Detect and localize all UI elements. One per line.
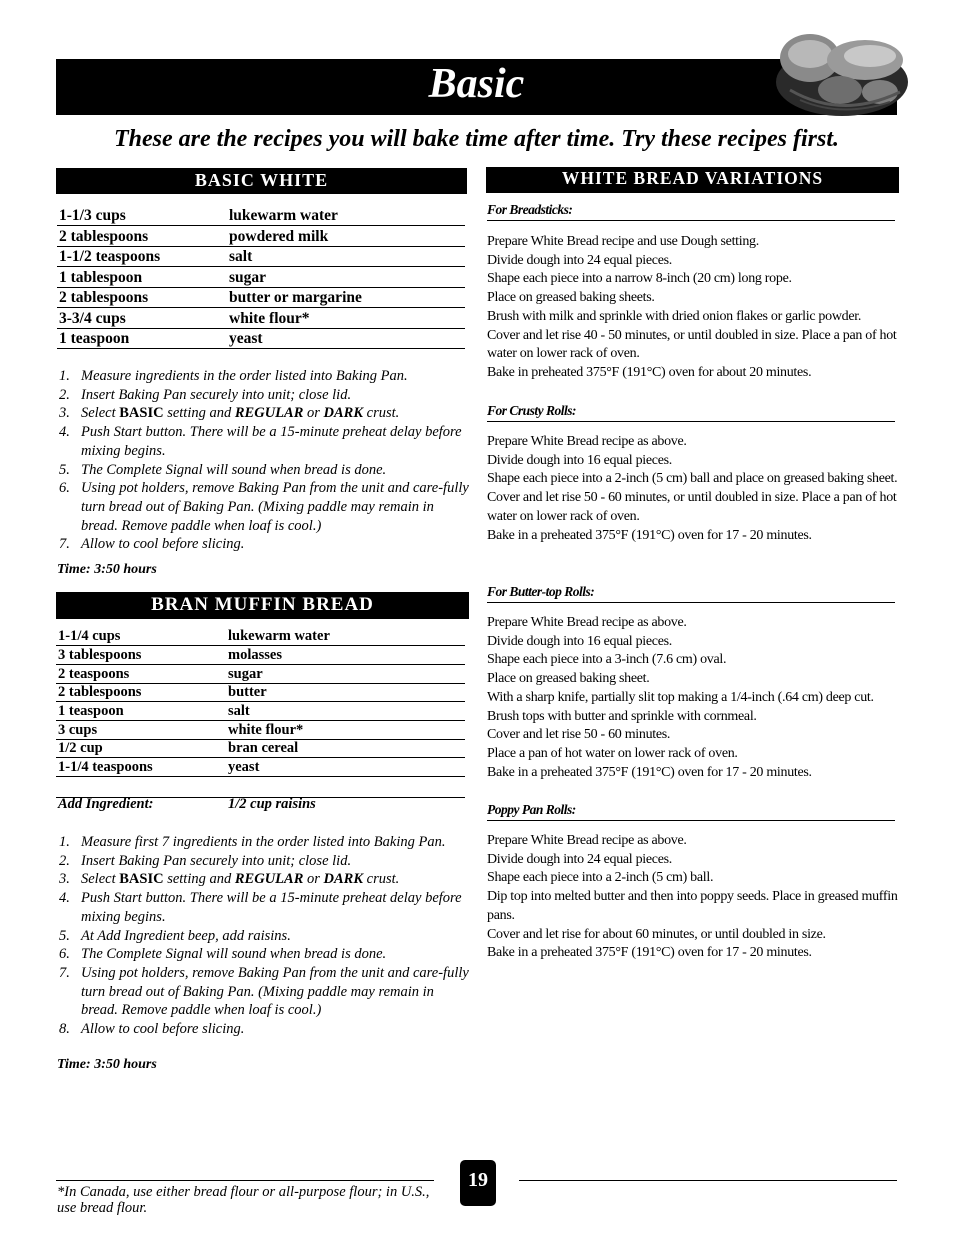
butter-top-title: For Butter-top Rolls: xyxy=(487,584,895,603)
instruction-line: Brush with milk and sprinkle with dried onion flakes or garlic powder. xyxy=(487,308,862,324)
ingredient-amount: 1 teaspoon xyxy=(56,702,226,721)
step-item xyxy=(57,833,469,852)
step-number: 3. xyxy=(59,871,70,888)
step-number: 1. xyxy=(59,834,70,850)
step-number: 6. xyxy=(59,480,70,497)
ingredient-row xyxy=(56,664,465,683)
step-text: Insert Baking Pan securely into unit; close lid. xyxy=(81,386,352,403)
instruction-line: Shape each piece into a 2-inch (5 cm) ball and place on greased baking sheet. xyxy=(487,471,898,487)
step-item xyxy=(57,852,469,871)
instruction-line: Place a pan of hot water on lower rack of oven. xyxy=(487,745,738,761)
instruction-line: Bake in a preheated 375°F (191°C) oven for 17 - 20 minutes. xyxy=(487,945,812,961)
step-item xyxy=(57,404,469,423)
ingredient-amount: 1-1/4 teaspoons xyxy=(56,758,226,777)
step-text: At Add Ingredient beep, add raisins. xyxy=(81,927,291,944)
step-text: The Complete Signal will sound when bread is done. xyxy=(81,461,387,478)
instruction-line: Prepare White Bread recipe and use Dough setting. xyxy=(487,234,759,249)
ingredient-name: salt xyxy=(227,246,465,267)
page-number: 19 xyxy=(460,1160,496,1206)
basic-white-heading: BASIC WHITE xyxy=(56,168,467,194)
ingredient-amount: 2 teaspoons xyxy=(56,664,226,683)
step-text: Allow to cool before slicing. xyxy=(81,536,245,553)
ingredient-row xyxy=(57,308,465,329)
ingredient-row xyxy=(56,720,465,739)
instruction-line: Divide dough into 16 equal pieces. xyxy=(487,633,672,649)
ingredient-name: white flour* xyxy=(226,720,465,739)
ingredient-row xyxy=(57,267,465,288)
step-text: or xyxy=(303,871,324,888)
page-title: Basic xyxy=(428,61,525,107)
bran-muffin-steps xyxy=(57,833,469,1039)
step-number: 2. xyxy=(59,386,70,403)
step-item xyxy=(57,927,469,946)
setting-basic: BASIC xyxy=(119,405,164,422)
ingredient-name: butter or margarine xyxy=(227,287,465,308)
step-text: Using pot holders, remove Baking Pan from the unit and care-fully turn bread out of Baking Pan. (Mixing paddle may remain in bread. Remove paddle when loaf is cool.) xyxy=(81,480,469,534)
instruction-line: Shape each piece into a 3-inch (7.6 cm) oval. xyxy=(487,652,727,668)
step-item xyxy=(57,367,469,386)
step-text: Using pot holders, remove Baking Pan from the unit and care-fully turn bread out of Baking Pan. (Mixing paddle may remain in bread. Remove paddle when loaf is cool.) xyxy=(81,964,469,1019)
step-number: 7. xyxy=(59,536,70,553)
ingredient-row xyxy=(57,226,465,247)
bread-basket-image xyxy=(770,20,915,120)
footer-rule-left xyxy=(56,1180,434,1181)
ingredient-name: salt xyxy=(226,702,465,721)
ingredient-amount: 2 tablespoons xyxy=(56,683,226,702)
instruction-line: Prepare White Bread recipe as above. xyxy=(487,615,687,630)
crust-dark: DARK xyxy=(323,405,364,422)
ingredient-name: yeast xyxy=(226,758,465,777)
ingredient-row xyxy=(56,758,465,777)
instruction-line: Cover and let rise 50 - 60 minutes. xyxy=(487,727,671,743)
step-item xyxy=(57,870,469,889)
add-ingredient-label: Add Ingredient: xyxy=(58,796,154,812)
ingredient-row xyxy=(56,627,465,646)
ingredient-amount: 1-1/2 teaspoons xyxy=(57,246,227,267)
instruction-line: Divide dough into 24 equal pieces. xyxy=(487,851,672,867)
ingredient-name: molasses xyxy=(226,646,465,665)
step-text: Measure first 7 ingredients in the order listed into Baking Pan. xyxy=(81,834,446,850)
step-text: Select xyxy=(81,405,120,422)
step-number: 6. xyxy=(59,946,70,963)
instruction-line: Place on greased baking sheets. xyxy=(487,290,655,306)
ingredient-amount: 1-1/3 cups xyxy=(57,205,227,226)
step-text: Select xyxy=(81,871,120,888)
step-text: or xyxy=(303,405,324,422)
step-text: Measure ingredients in the order listed into Baking Pan. xyxy=(81,368,408,384)
step-item xyxy=(57,945,469,964)
footnote: *In Canada, use either bread flour or all-purpose flour; in U.S., use bread flour. xyxy=(57,1184,430,1216)
add-ingredient-row xyxy=(56,778,465,798)
step-item xyxy=(57,461,469,480)
basic-white-steps xyxy=(57,367,469,554)
ingredient-amount: 1-1/4 cups xyxy=(56,627,226,646)
step-item xyxy=(57,386,469,405)
step-number: 5. xyxy=(59,461,70,478)
instruction-line: Cover and let rise 40 - 50 minutes, or until doubled in size. Place a pan of hot water on lower rack of oven. xyxy=(487,327,897,362)
instruction-line: Place on greased baking sheet. xyxy=(487,671,650,687)
ingredient-row xyxy=(56,739,465,758)
ingredient-name: lukewarm water xyxy=(226,627,465,646)
ingredient-name: lukewarm water xyxy=(227,205,465,226)
ingredient-name: white flour* xyxy=(227,308,465,329)
step-text: setting and xyxy=(163,405,235,422)
instruction-line: Divide dough into 16 equal pieces. xyxy=(487,452,672,468)
ingredient-amount: 2 tablespoons xyxy=(57,287,227,308)
ingredient-row xyxy=(57,205,465,226)
ingredient-amount: 2 tablespoons xyxy=(57,226,227,247)
bran-muffin-heading: BRAN MUFFIN BREAD xyxy=(56,592,469,619)
bran-muffin-ingredients xyxy=(56,627,465,777)
basic-white-time: Time: 3:50 hours xyxy=(57,562,157,577)
step-item xyxy=(57,964,469,1020)
instruction-line: Cover and let rise 50 - 60 minutes, or until doubled in size. Place a pan of hot water on lower rack of oven. xyxy=(487,490,897,524)
step-text: crust. xyxy=(363,405,400,422)
step-text: Insert Baking Pan securely into unit; close lid. xyxy=(81,852,352,869)
crusty-rolls-body xyxy=(487,433,899,545)
instruction-line: Cover and let rise for about 60 minutes, or until doubled in size. xyxy=(487,926,826,942)
step-number: 2. xyxy=(59,852,70,869)
ingredient-name: sugar xyxy=(227,267,465,288)
instruction-line: Shape each piece into a narrow 8-inch (20 cm) long rope. xyxy=(487,271,792,287)
step-number: 5. xyxy=(59,927,70,944)
crust-regular: REGULAR xyxy=(234,871,304,888)
instruction-line: Bake in preheated 375°F (191°C) oven for about 20 minutes. xyxy=(487,364,812,380)
instruction-line: Dip top into melted butter and then into poppy seeds. Place in greased muffin pans. xyxy=(487,889,898,923)
step-text: Allow to cool before slicing. xyxy=(81,1021,245,1038)
ingredient-row xyxy=(56,646,465,665)
ingredient-row xyxy=(57,246,465,267)
setting-basic: BASIC xyxy=(119,871,164,888)
instruction-line: With a sharp knife, partially slit top making a 1/4-inch (.64 cm) deep cut. xyxy=(487,689,874,705)
ingredient-amount: 1/2 cup xyxy=(56,739,226,758)
crust-dark: DARK xyxy=(323,871,364,888)
ingredient-amount: 1 tablespoon xyxy=(57,267,227,288)
ingredient-name: bran cereal xyxy=(226,739,465,758)
step-number: 4. xyxy=(59,890,70,907)
ingredient-amount: 1 teaspoon xyxy=(57,328,227,349)
instruction-line: Divide dough into 24 equal pieces. xyxy=(487,252,672,268)
step-item xyxy=(57,423,469,460)
breadsticks-title: For Breadsticks: xyxy=(487,202,895,221)
variations-heading: WHITE BREAD VARIATIONS xyxy=(486,167,899,193)
crusty-rolls-title: For Crusty Rolls: xyxy=(487,403,895,422)
ingredient-row xyxy=(56,702,465,721)
step-text: The Complete Signal will sound when bread is done. xyxy=(81,946,387,963)
footer-rule-right xyxy=(519,1180,897,1181)
step-number: 7. xyxy=(59,964,70,981)
step-item xyxy=(57,535,469,554)
instruction-line: Prepare White Bread recipe as above. xyxy=(487,434,687,449)
step-text: crust. xyxy=(363,871,400,888)
instruction-line: Bake in a preheated 375°F (191°C) oven for 17 - 20 minutes. xyxy=(487,764,812,780)
page-subtitle: These are the recipes you will bake time after time. Try these recipes first. xyxy=(114,126,839,152)
poppy-pan-body xyxy=(487,832,899,963)
step-number: 8. xyxy=(59,1021,70,1038)
basic-white-ingredients xyxy=(57,205,465,349)
step-number: 4. xyxy=(59,424,70,441)
step-item xyxy=(57,479,469,535)
poppy-pan-title: Poppy Pan Rolls: xyxy=(487,802,895,821)
crust-regular: REGULAR xyxy=(234,405,304,422)
step-text: setting and xyxy=(163,871,235,888)
ingredient-row xyxy=(57,287,465,308)
ingredient-amount: 3 tablespoons xyxy=(56,646,226,665)
add-ingredient-value: 1/2 cup raisins xyxy=(228,796,316,812)
bran-muffin-time: Time: 3:50 hours xyxy=(57,1057,157,1072)
instruction-line: Shape each piece into a 2-inch (5 cm) ball. xyxy=(487,870,714,886)
ingredient-amount: 3-3/4 cups xyxy=(57,308,227,329)
ingredient-name: yeast xyxy=(227,328,465,349)
step-number: 1. xyxy=(59,368,70,384)
step-number: 3. xyxy=(59,405,70,422)
step-item xyxy=(57,1020,469,1039)
instruction-line: Bake in a preheated 375°F (191°C) oven for 17 - 20 minutes. xyxy=(487,527,812,543)
step-text: Push Start button. There will be a 15-minute preheat delay before mixing begins. xyxy=(81,890,462,925)
ingredient-row xyxy=(56,683,465,702)
step-item xyxy=(57,889,469,926)
ingredient-name: powdered milk xyxy=(227,226,465,247)
instruction-line: Brush tops with butter and sprinkle with cornmeal. xyxy=(487,708,757,724)
instruction-line: Prepare White Bread recipe as above. xyxy=(487,833,687,848)
step-text: Push Start button. There will be a 15-minute preheat delay before mixing begins. xyxy=(81,424,462,459)
ingredient-name: sugar xyxy=(226,664,465,683)
ingredient-name: butter xyxy=(226,683,465,702)
butter-top-body xyxy=(487,614,899,782)
ingredient-row xyxy=(57,328,465,349)
ingredient-amount: 3 cups xyxy=(56,720,226,739)
breadsticks-body xyxy=(487,233,899,383)
